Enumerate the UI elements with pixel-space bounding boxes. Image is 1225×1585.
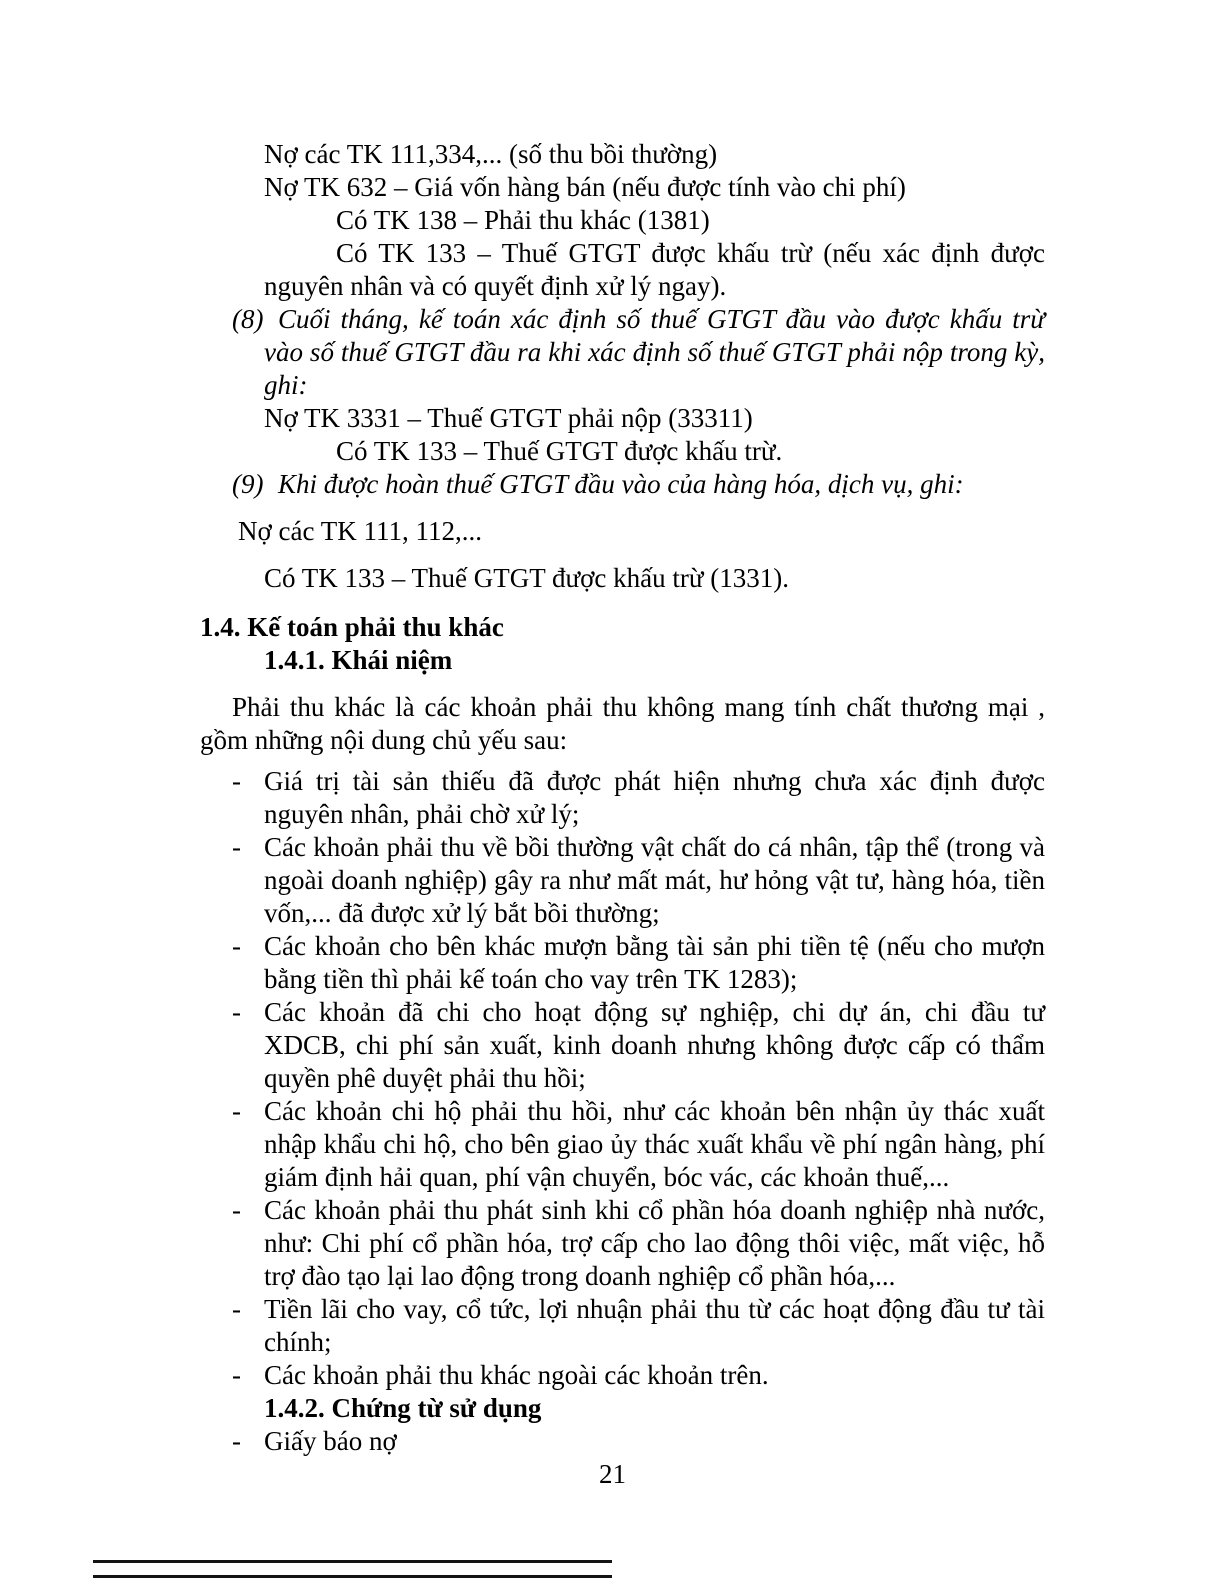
list-item	[232, 1194, 1045, 1293]
numbered-item-8	[232, 303, 1045, 402]
journal-entry-debit-line: Nợ TK 3331 – Thuế GTGT phải nộp (33311)	[264, 403, 753, 433]
dash-marker: -	[232, 1426, 241, 1456]
list-item	[232, 1425, 1045, 1458]
dash-marker: -	[232, 1096, 241, 1126]
list-item-text: Giá trị tài sản thiếu đã được phát hiện nhưng chưa xác định được nguyên nhân, phải chờ xử lý;	[264, 766, 1045, 829]
item-text: Cuối tháng, kế toán xác định số thuế GTGT đầu vào được khấu trừ vào số thuế GTGT đầu ra khi xác định số thuế GTGT phải nộp trong kỳ, ghi:	[264, 304, 1045, 400]
journal-entry-debit-line: Nợ các TK 111,334,... (số thu bồi thường)	[264, 139, 718, 169]
item-marker: (8)	[232, 304, 264, 334]
section-heading-1-4-1: 1.4.1. Khái niệm	[264, 645, 453, 675]
page-number: 21	[599, 1459, 626, 1489]
dash-marker: -	[232, 1360, 241, 1390]
list-item-text: Các khoản phải thu khác ngoài các khoản trên.	[264, 1360, 769, 1390]
list-item-text: Các khoản chi hộ phải thu hồi, như các khoản bên nhận ủy thác xuất nhập khẩu chi hộ, cho bên giao ủy thác xuất khẩu về phí ngân hàng, phí giám định hải quan, phí vận chuyển, bóc vác, các khoản thuế,...	[264, 1096, 1045, 1192]
list-item	[232, 1359, 1045, 1392]
journal-entry-debit-line: Nợ TK 632 – Giá vốn hàng bán (nếu được tính vào chi phí)	[264, 172, 906, 202]
dash-marker: -	[232, 997, 241, 1027]
dash-marker: -	[232, 832, 241, 862]
list-item	[232, 765, 1045, 831]
section-heading-1-4-2: 1.4.2. Chứng từ sử dụng	[264, 1393, 542, 1423]
journal-entry-credit-line: Có TK 133 – Thuế GTGT được khấu trừ.	[336, 436, 783, 466]
footer-rule-bottom	[93, 1575, 612, 1578]
footer-rule-top	[93, 1560, 612, 1563]
list-item-text: Tiền lãi cho vay, cổ tức, lợi nhuận phải thu từ các hoạt động đầu tư tài chính;	[264, 1294, 1045, 1357]
list-item	[232, 1095, 1045, 1194]
dash-marker: -	[232, 931, 241, 961]
page-content	[200, 138, 1045, 1458]
list-item-text: Các khoản cho bên khác mượn bằng tài sản phi tiền tệ (nếu cho mượn bằng tiền thì phải kế toán cho vay trên TK 1283);	[264, 931, 1045, 994]
item-text: Khi được hoàn thuế GTGT đầu vào của hàng hóa, dịch vụ, ghi:	[278, 469, 964, 499]
item-marker: (9)	[232, 469, 264, 499]
list-item	[232, 996, 1045, 1095]
intro-paragraph: Phải thu khác là các khoản phải thu không mang tính chất thương mại , gồm những nội dung chủ yếu sau:	[200, 692, 1045, 755]
list-item-text: Giấy báo nợ	[264, 1426, 397, 1456]
list-item-text: Các khoản phải thu về bồi thường vật chất do cá nhân, tập thể (trong và ngoài doanh nghiệp) gây ra như mất mát, hư hỏng vật tư, hàng hóa, tiền vốn,... đã được xử lý bắt bồi thường;	[264, 832, 1045, 928]
list-item	[232, 831, 1045, 930]
section-heading-1-4: 1.4. Kế toán phải thu khác	[200, 612, 504, 642]
journal-entry-debit-line: Nợ các TK 111, 112,...	[238, 516, 482, 546]
dash-marker: -	[232, 1294, 241, 1324]
list-item-text: Các khoản phải thu phát sinh khi cổ phần hóa doanh nghiệp nhà nước, như: Chi phí cổ phần hóa, trợ cấp cho lao động thôi việc, mất việc, hỗ trợ đào tạo lại lao động trong doanh nghiệp cổ phần hóa,...	[264, 1195, 1045, 1291]
journal-entry-credit-line: Có TK 133 – Thuế GTGT được khấu trừ (1331).	[264, 563, 789, 593]
dash-marker: -	[232, 1195, 241, 1225]
journal-entry-credit-line: Có TK 133 – Thuế GTGT được khấu trừ (nếu xác định được nguyên nhân và có quyết định xử lý ngay).	[264, 238, 1045, 301]
list-item-text: Các khoản đã chi cho hoạt động sự nghiệp, chi dự án, chi đầu tư XDCB, chi phí sản xuất, kinh doanh nhưng không được cấp có thẩm quyền phê duyệt phải thu hồi;	[264, 997, 1045, 1093]
journal-entry-credit-line: Có TK 138 – Phải thu khác (1381)	[336, 205, 710, 235]
numbered-item-9	[232, 468, 1045, 501]
list-item	[232, 930, 1045, 996]
dash-marker: -	[232, 766, 241, 796]
list-item	[232, 1293, 1045, 1359]
